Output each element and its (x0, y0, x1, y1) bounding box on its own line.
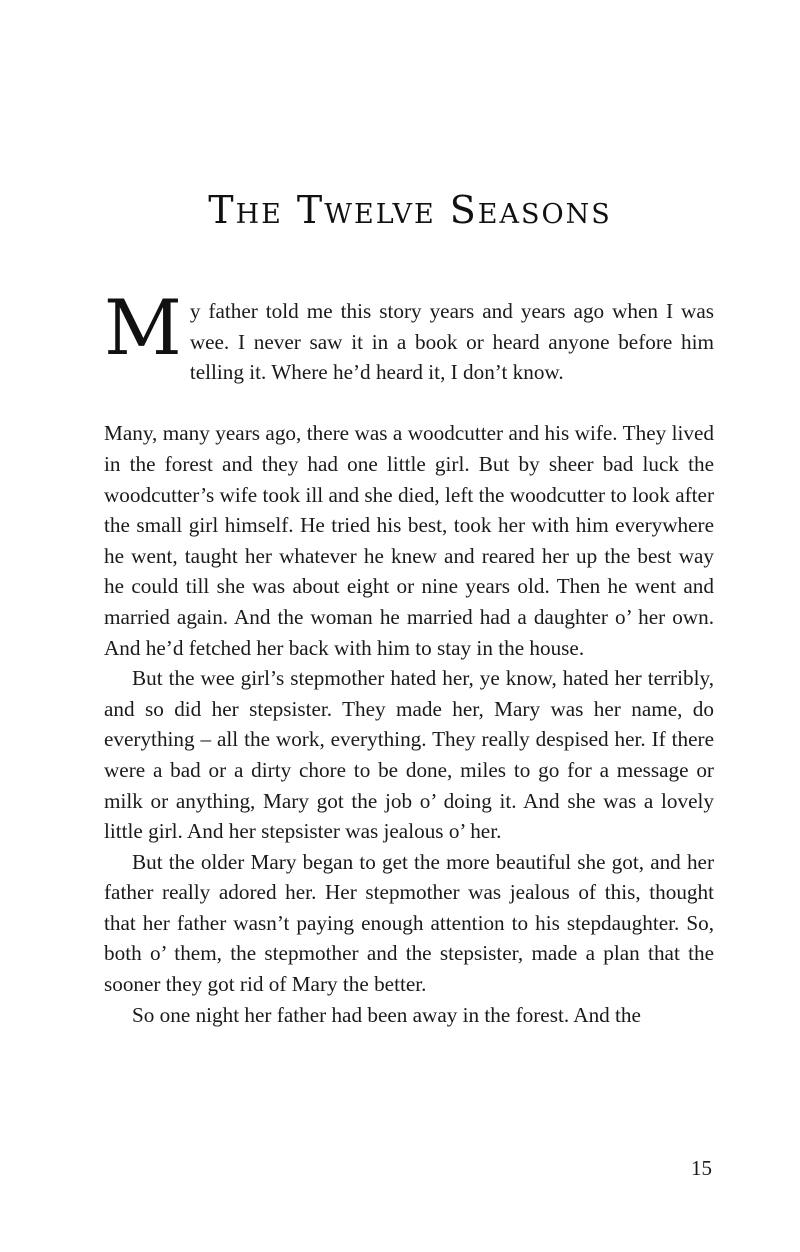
paragraph-1: Many, many years ago, there was a woodcutter and his wife. They lived in the forest and they had one little girl. But by sheer bad luck the woodcutter’s wife took ill and she died, left the woodcutter to look after the small girl himself. He tried his best, took her with him everywhere he went, taught her whatever he knew and reared her up the best way he could till she was about eight or nine years old. Then he went and married again. And the woman he married had a daughter o’ her own. And he’d fetched her back with him to stay in the house. (104, 421, 714, 660)
paragraph-4: So one night her father had been away in the forest. And the (132, 1002, 641, 1027)
opening-paragraph (104, 283, 714, 388)
drop-cap: M (104, 283, 182, 372)
chapter-body (104, 283, 714, 1030)
paragraph-3: But the older Mary began to get the more beautiful she got, and her father really adored her. Her stepmother was jealous of this, thought that her father wasn’t paying enough attention to his stepdaughter. So, both o’ them, the stepmother and the stepsister, made a plan that the sooner they got rid of Mary the better. (104, 849, 714, 997)
chapter-title: The Twelve Seasons (208, 188, 612, 232)
opening-text: y father told me this story years and years ago when I was wee. I never saw it in a book or heard anyone before him telling it. Where he’d heard it, I don’t know. (189, 299, 714, 385)
page-number: 15 (691, 1156, 712, 1180)
paragraph-2: But the wee girl’s stepmother hated her, ye know, hated her terribly, and so did her stepsister. They made her, Mary was her name, do everything – all the work, everything. They really despised her. If there were a bad or a dirty chore to be done, miles to go for a message or milk or anything, Mary got the job o’ doing it. And she was a lovely little girl. And her stepsister was jealous o’ her. (104, 666, 714, 844)
